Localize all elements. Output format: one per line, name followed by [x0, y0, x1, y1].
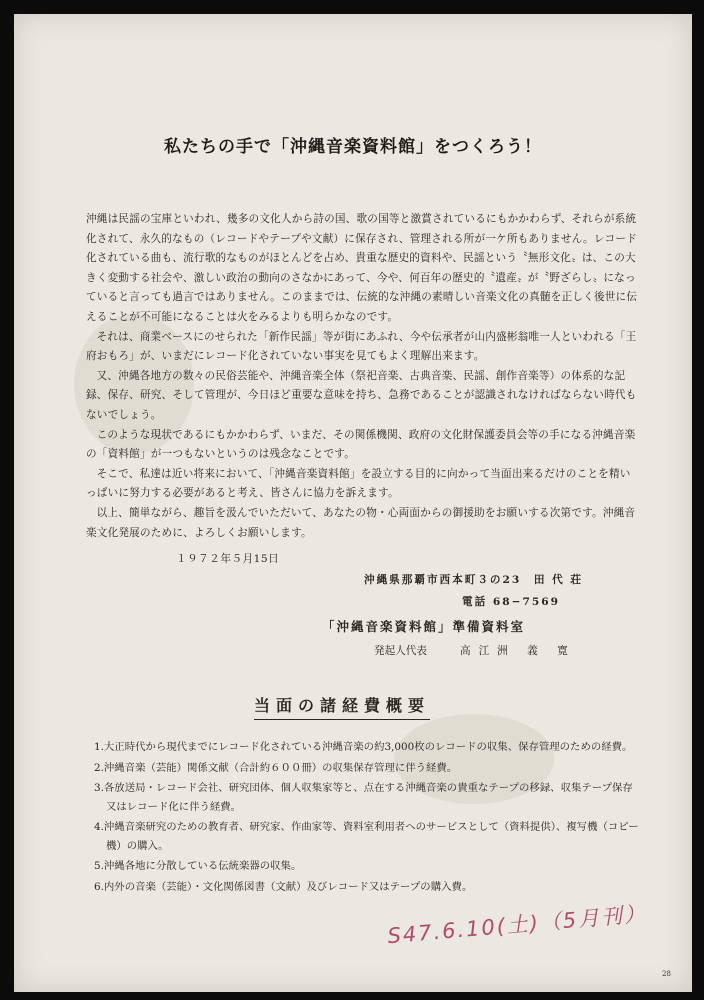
list-item: 1.大正時代から現代までにレコード化されている沖縄音楽の約3,000枚のレコードの収集、保存管理のための経費。: [94, 741, 633, 753]
list-item: 6.内外の音楽（芸能）・文化関係図書（文献）及びレコード又はテープの購入費。: [94, 880, 473, 893]
handwritten-note: S47.6.10(土)（5月刊）: [386, 901, 648, 949]
list-item: 3.各放送局・レコード会社、研究団体、個人収集家等と、点在する沖縄音楽の貴重なテープの移録、収集テープ保存又はレコード化に伴う経費。: [94, 782, 633, 813]
founder-role: 発起人代表: [374, 645, 427, 657]
page-mark: 28: [662, 970, 671, 978]
expense-list: [94, 738, 639, 898]
section-heading: 当面の諸経費概要: [254, 693, 430, 720]
list-item: 5.沖縄各地に分散している伝統楽器の収集。: [94, 860, 302, 872]
document-date: １９７２年５月15日: [176, 553, 280, 565]
paragraph: それは、商業ベースにのせられた「新作民謡」等が街にあふれ、今や伝承者が山内盛彬翁唯一人といわれる「王府おもろ」が、いまだにレコード化されていない事実を見てもよく理解出来ます。: [86, 330, 637, 363]
body-text: [86, 210, 641, 543]
founder-name: 高江洲 義 寛: [460, 645, 576, 657]
paragraph: 又、沖縄各地方の数々の民俗芸能や、沖縄音楽全体（祭祀音楽、古典音楽、民謡、創作音楽等）の体系的な記録、保存、研究、そして管理が、今日ほど重要な意味を持ち、急務であることが認識されなければならない時代もないでしょう。: [86, 369, 637, 421]
paragraph: 以上、簡単ながら、趣旨を汲んでいただいて、あなたの物・心両面からの御援助をお願いする次第です。沖縄音楽文化発展のために、よろしくお願いします。: [86, 506, 636, 539]
document-title: 私たちの手で「沖縄音楽資料館」をつくろう！: [164, 137, 542, 157]
document-page: [14, 14, 692, 992]
phone-number: 電話 68−7569: [462, 596, 560, 608]
list-item: 2.沖縄音楽（芸能）関係文献（合計約６００冊）の収集保存管理に伴う経費。: [94, 761, 458, 774]
paragraph: 沖縄は民謡の宝庫といわれ、幾多の文化人から詩の国、歌の国等と激賞されているにもかかわらず、それらが系統化されて、永久的なもの（レコードやテープや文献）に保存され、管理される所が一ケ所もありません。レコード化されている曲も、流行歌的なものがほとんどを占め、貴重な歴史的資料や、民謡という〝無形文化〟は、この大きく変動する社会や、激しい政治の動向のさなかにあって、今や、何百年の歴史的〝遺産〟が〝野ざらし〟になっていると言っても過言ではありません。このままでは、伝統的な沖縄の素晴しい音楽文化の真髄を正しく後世に伝えることが不可能になることは火をみるよりも明らかなのです。: [86, 213, 638, 323]
list-item: 4.沖縄音楽研究のための教育者、研究家、作曲家等、資料室利用者へのサービスとして（資料提供）、複写機（コピー機）の購入。: [94, 821, 639, 852]
address: 沖縄県那覇市西本町３の23 田 代 荘: [364, 574, 584, 586]
organization-name: 「沖縄音楽資料館」準備資料室: [322, 619, 526, 634]
paragraph: そこで、私達は近い将来において、「沖縄音楽資料館」を設立する目的に向かって当面出来るだけのことを精いっぱいに努力する必要があると考え、皆さんに協力を訴えます。: [86, 467, 631, 500]
paragraph: このような現状であるにもかかわらず、いまだ、その関係機関、政府の文化財保護委員会等の手になる沖縄音楽の「資料館」が一つもないというのは残念なことです。: [86, 428, 636, 461]
